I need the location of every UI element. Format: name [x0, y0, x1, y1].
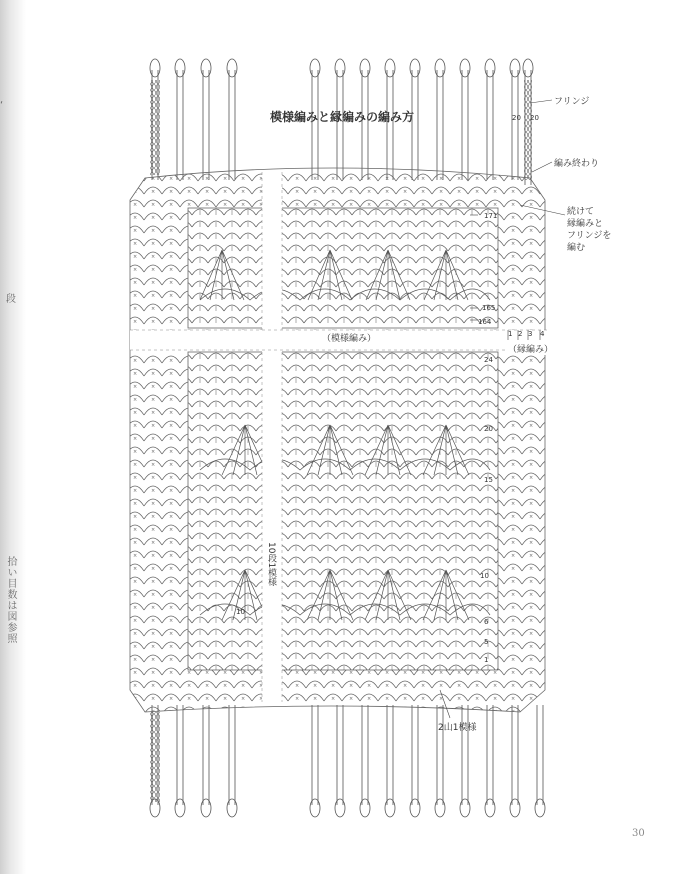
row-10-left-label: 10: [236, 608, 245, 616]
mountains-label: 2山1模様: [438, 723, 477, 733]
edging-label: （縁編み）: [508, 342, 553, 355]
continue-label: 続けて 縁編みと フリンジを 編む: [567, 207, 612, 253]
row-5-label: 5: [484, 638, 489, 646]
bottom-fringe: [150, 705, 545, 817]
row-171-label: 171: [484, 212, 498, 220]
page-number: 30: [632, 828, 645, 839]
row-10-label: 10: [480, 572, 489, 580]
pattern-label: （模様編み）: [322, 331, 376, 344]
row-6-label: 6: [484, 618, 489, 626]
diagram-title: 模様編みと縁編みの編み方: [270, 110, 415, 124]
repeat-label: 10段1模様: [266, 542, 276, 587]
edge-row-3: 3: [528, 330, 533, 338]
row-15-label: 15: [484, 476, 493, 484]
row-165-label: 165: [482, 304, 496, 312]
edge-row-1: 1: [508, 330, 513, 338]
edge-row-4: 4: [540, 330, 545, 338]
row-164-label: 164: [478, 318, 492, 326]
fringe-count-left: 20: [512, 114, 521, 122]
row-24-label: 24: [484, 356, 493, 364]
margin-dan-label: 段: [6, 294, 16, 305]
margin-note-label: 拾い目数は図参照: [5, 556, 16, 644]
fringe-count-right: 20: [530, 114, 539, 122]
row-1-label: 1: [484, 656, 489, 664]
top-fringe: [150, 59, 533, 185]
edge-row-2: 2: [518, 330, 523, 338]
row-20-label: 20: [484, 425, 493, 433]
fringe-label: フリンジ: [554, 97, 590, 107]
margin-mark: ‘: [0, 100, 4, 111]
finish-label: 編み終わり: [554, 159, 600, 169]
